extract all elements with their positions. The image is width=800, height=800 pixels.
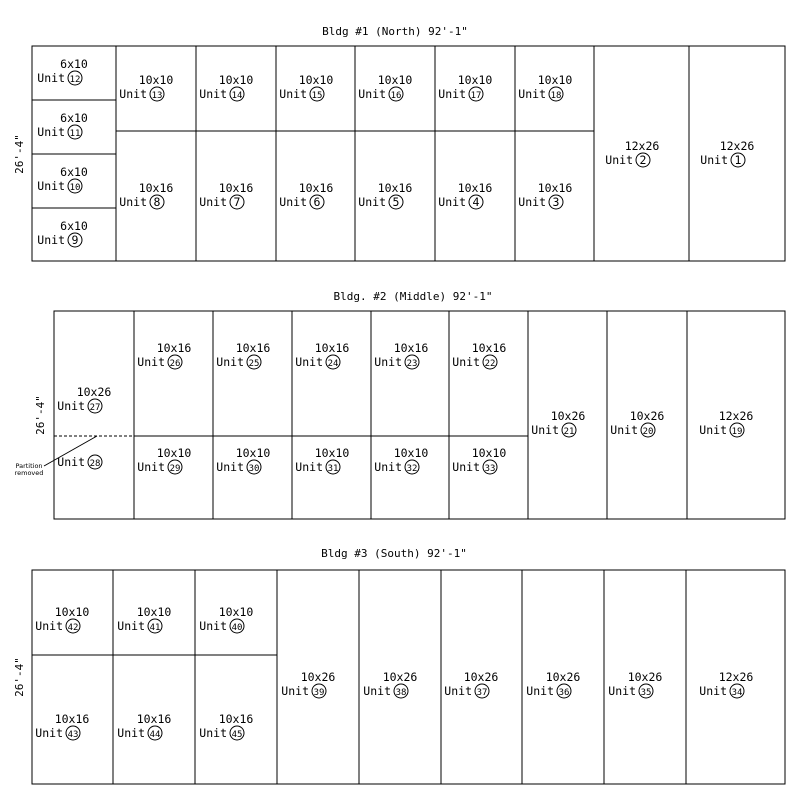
unit-number: 34: [731, 688, 743, 698]
unit-cell: [37, 165, 88, 193]
unit-size: 10x16: [136, 712, 172, 726]
unit-cell: [199, 605, 253, 633]
unit-cell: [199, 181, 253, 209]
unit-size: 10x10: [377, 73, 413, 87]
building-1: [13, 25, 785, 261]
unit-prefix: Unit: [35, 726, 63, 740]
unit-prefix: Unit: [119, 87, 147, 101]
unit-cell: [119, 73, 173, 101]
unit-size: 12x26: [718, 670, 754, 684]
unit-size: 10x26: [463, 670, 499, 684]
unit-size: 10x26: [550, 409, 586, 423]
unit-size: 10x16: [54, 712, 90, 726]
unit-cell: [358, 73, 412, 101]
unit-size: 6x10: [60, 111, 88, 125]
building-2: [15, 290, 785, 519]
unit-prefix: Unit: [444, 684, 472, 698]
unit-prefix: Unit: [699, 684, 727, 698]
unit-cell: [57, 385, 111, 413]
building-title: Bldg #1 (North) 92'-1": [322, 25, 468, 38]
unit-number: 35: [640, 688, 652, 698]
unit-prefix: Unit: [295, 355, 323, 369]
unit-prefix: Unit: [37, 233, 65, 247]
unit-cell: [137, 446, 191, 474]
unit-number: 20: [642, 427, 654, 437]
unit-size: 10x16: [393, 341, 429, 355]
unit-cell: [363, 670, 417, 698]
unit-number: 17: [470, 91, 482, 101]
unit-size: 10x10: [218, 73, 254, 87]
unit-size: 10x10: [298, 73, 334, 87]
unit-number: 8: [153, 195, 161, 209]
unit-prefix: Unit: [37, 179, 65, 193]
unit-prefix: Unit: [199, 195, 227, 209]
unit-prefix: Unit: [216, 460, 244, 474]
unit-prefix: Unit: [518, 87, 546, 101]
unit-number: 25: [248, 359, 260, 369]
unit-prefix: Unit: [295, 460, 323, 474]
unit-cell: [37, 57, 88, 85]
unit-size: 10x10: [54, 605, 90, 619]
unit-number: 5: [392, 195, 400, 209]
unit-prefix: Unit: [35, 619, 63, 633]
unit-prefix: Unit: [531, 423, 559, 437]
unit-prefix: Unit: [279, 195, 307, 209]
unit-number: 45: [231, 730, 243, 740]
height-dimension: 26'-4": [13, 134, 26, 174]
unit-cell: [281, 670, 335, 698]
unit-cell: [57, 455, 102, 469]
unit-number: 38: [395, 688, 407, 698]
unit-number: 1: [734, 153, 742, 167]
unit-number: 36: [558, 688, 570, 698]
unit-cell: [358, 181, 412, 209]
unit-size: 12x26: [718, 409, 754, 423]
unit-cell: [605, 139, 659, 167]
unit-cell: [37, 219, 88, 247]
unit-prefix: Unit: [57, 455, 85, 469]
unit-prefix: Unit: [281, 684, 309, 698]
unit-prefix: Unit: [699, 423, 727, 437]
unit-cell: [438, 73, 492, 101]
unit-prefix: Unit: [199, 726, 227, 740]
unit-cell: [699, 670, 753, 698]
unit-prefix: Unit: [117, 619, 145, 633]
unit-prefix: Unit: [57, 399, 85, 413]
unit-size: 10x16: [218, 712, 254, 726]
unit-prefix: Unit: [518, 195, 546, 209]
unit-size: 10x10: [235, 446, 271, 460]
partition-note-line-2: removed: [14, 469, 44, 477]
height-dimension: 26'-4": [34, 395, 47, 435]
unit-number: 26: [169, 359, 181, 369]
unit-prefix: Unit: [374, 460, 402, 474]
unit-cell: [137, 341, 191, 369]
unit-size: 10x16: [377, 181, 413, 195]
unit-size: 10x26: [545, 670, 581, 684]
unit-size: 10x16: [235, 341, 271, 355]
unit-prefix: Unit: [199, 619, 227, 633]
unit-size: 10x10: [156, 446, 192, 460]
unit-prefix: Unit: [438, 87, 466, 101]
unit-number: 6: [313, 195, 321, 209]
unit-prefix: Unit: [363, 684, 391, 698]
unit-cell: [37, 111, 88, 139]
unit-size: 10x16: [138, 181, 174, 195]
unit-size: 6x10: [60, 219, 88, 233]
unit-prefix: Unit: [37, 125, 65, 139]
unit-size: 10x26: [629, 409, 665, 423]
unit-size: 10x16: [218, 181, 254, 195]
unit-cell: [295, 446, 349, 474]
unit-cell: [518, 73, 572, 101]
unit-size: 10x10: [537, 73, 573, 87]
unit-prefix: Unit: [452, 460, 480, 474]
unit-size: 6x10: [60, 57, 88, 71]
unit-prefix: Unit: [137, 460, 165, 474]
unit-cell: [438, 181, 492, 209]
unit-size: 10x16: [471, 341, 507, 355]
unit-cell: [526, 670, 580, 698]
unit-number: 27: [89, 403, 101, 413]
unit-cell: [35, 605, 89, 633]
unit-prefix: Unit: [279, 87, 307, 101]
unit-number: 3: [552, 195, 560, 209]
unit-cell: [35, 712, 89, 740]
unit-cell: [117, 605, 171, 633]
unit-number: 29: [169, 464, 181, 474]
unit-size: 10x16: [537, 181, 573, 195]
unit-number: 14: [231, 91, 243, 101]
unit-prefix: Unit: [700, 153, 728, 167]
unit-number: 10: [69, 183, 81, 193]
partition-note-line-1: Partition: [15, 462, 43, 470]
height-dimension: 26'-4": [13, 657, 26, 697]
unit-cell: [216, 446, 270, 474]
unit-cell: [199, 712, 253, 740]
unit-cell: [444, 670, 498, 698]
unit-size: 10x26: [300, 670, 336, 684]
unit-number: 44: [149, 730, 161, 740]
unit-size: 12x26: [624, 139, 660, 153]
unit-prefix: Unit: [358, 87, 386, 101]
unit-prefix: Unit: [358, 195, 386, 209]
unit-number: 16: [390, 91, 402, 101]
unit-cell: [452, 446, 506, 474]
unit-cell: [374, 446, 428, 474]
unit-number: 19: [731, 427, 743, 437]
unit-size: 10x10: [314, 446, 350, 460]
unit-number: 42: [67, 623, 79, 633]
unit-prefix: Unit: [610, 423, 638, 437]
unit-cell: [608, 670, 662, 698]
unit-size: 10x26: [627, 670, 663, 684]
building-title: Bldg. #2 (Middle) 92'-1": [333, 290, 493, 303]
unit-cell: [295, 341, 349, 369]
unit-number: 39: [313, 688, 325, 698]
unit-cell: [216, 341, 270, 369]
unit-number: 31: [327, 464, 339, 474]
unit-size: 10x16: [314, 341, 350, 355]
unit-size: 10x10: [136, 605, 172, 619]
unit-cell: [452, 341, 506, 369]
unit-cell: [199, 73, 253, 101]
unit-prefix: Unit: [117, 726, 145, 740]
unit-number: 2: [639, 153, 647, 167]
unit-cell: [374, 341, 428, 369]
unit-number: 37: [476, 688, 488, 698]
unit-size: 10x10: [457, 73, 493, 87]
unit-number: 41: [149, 623, 161, 633]
unit-number: 15: [311, 91, 323, 101]
unit-cell: [531, 409, 585, 437]
unit-prefix: Unit: [452, 355, 480, 369]
unit-prefix: Unit: [137, 355, 165, 369]
unit-number: 12: [69, 75, 81, 85]
unit-prefix: Unit: [438, 195, 466, 209]
unit-cell: [279, 73, 333, 101]
unit-number: 22: [484, 359, 496, 369]
unit-prefix: Unit: [608, 684, 636, 698]
unit-prefix: Unit: [199, 87, 227, 101]
unit-prefix: Unit: [119, 195, 147, 209]
unit-cell: [119, 181, 173, 209]
unit-size: 10x16: [298, 181, 334, 195]
unit-number: 7: [233, 195, 241, 209]
unit-number: 13: [151, 91, 163, 101]
unit-prefix: Unit: [605, 153, 633, 167]
unit-cell: [610, 409, 664, 437]
unit-size: 6x10: [60, 165, 88, 179]
unit-number: 24: [327, 359, 339, 369]
unit-number: 23: [406, 359, 418, 369]
unit-size: 12x26: [719, 139, 755, 153]
unit-size: 10x16: [156, 341, 192, 355]
building-3: [13, 547, 785, 784]
unit-number: 32: [406, 464, 418, 474]
unit-size: 10x10: [471, 446, 507, 460]
unit-size: 10x26: [76, 385, 112, 399]
unit-size: 10x16: [457, 181, 493, 195]
unit-number: 43: [67, 730, 79, 740]
unit-size: 10x10: [218, 605, 254, 619]
unit-cell: [700, 139, 754, 167]
unit-cell: [699, 409, 753, 437]
unit-size: 10x10: [393, 446, 429, 460]
unit-size: 10x10: [138, 73, 174, 87]
unit-cell: [117, 712, 171, 740]
unit-number: 30: [248, 464, 260, 474]
unit-number: 33: [484, 464, 496, 474]
unit-number: 4: [472, 195, 480, 209]
unit-cell: [279, 181, 333, 209]
unit-prefix: Unit: [526, 684, 554, 698]
unit-number: 28: [89, 459, 101, 469]
unit-prefix: Unit: [216, 355, 244, 369]
unit-prefix: Unit: [37, 71, 65, 85]
unit-prefix: Unit: [374, 355, 402, 369]
unit-number: 40: [231, 623, 243, 633]
unit-size: 10x26: [382, 670, 418, 684]
unit-number: 18: [550, 91, 562, 101]
unit-cell: [518, 181, 572, 209]
unit-number: 21: [563, 427, 575, 437]
unit-number: 9: [71, 233, 79, 247]
unit-number: 11: [69, 129, 81, 139]
building-title: Bldg #3 (South) 92'-1": [321, 547, 467, 560]
